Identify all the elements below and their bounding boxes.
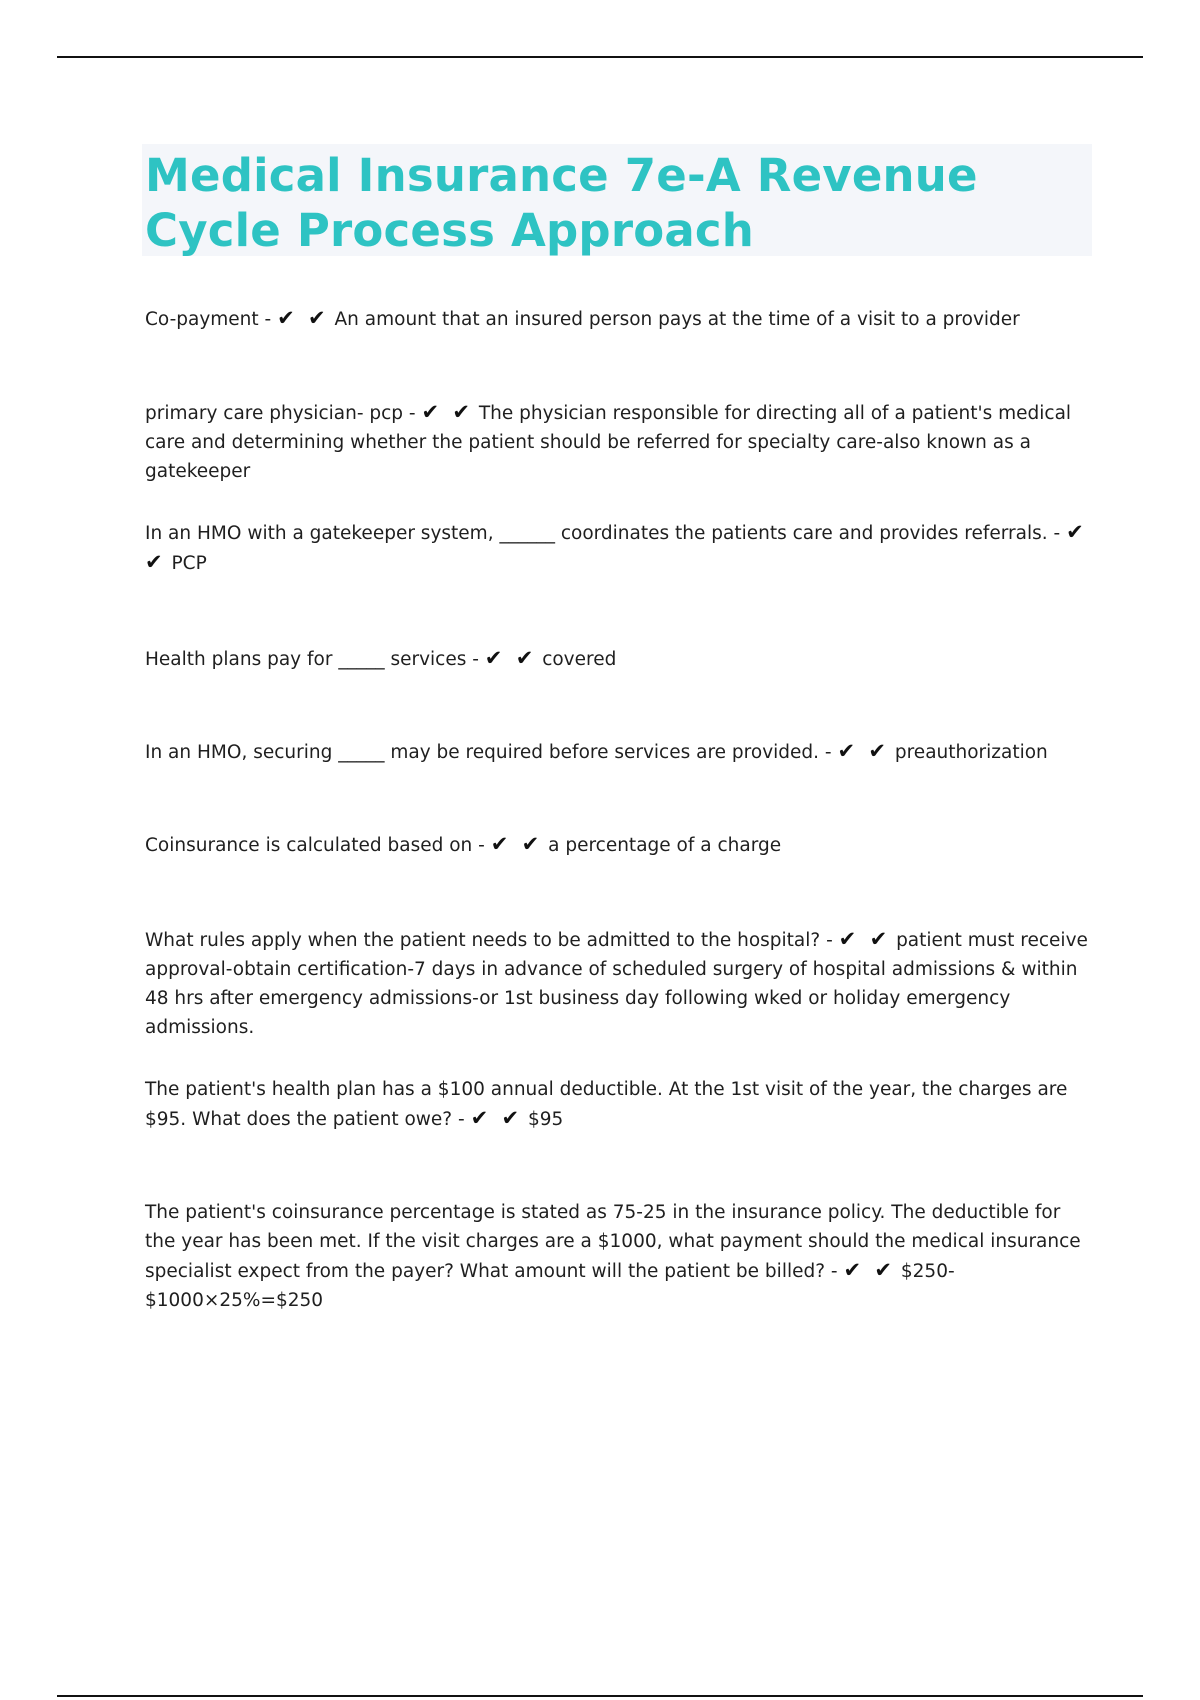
qa-term: In an HMO, securing _____ may be required before services are provided. - bbox=[145, 742, 838, 763]
qa-item-9 bbox=[145, 1198, 1095, 1315]
qa-term: The patient's coinsurance percentage is stated as 75-25 in the insurance policy. The deductible for the year has been met. If the visit charges are a $1000, what payment should the medical insurance specialist expect from the payer? What amount will the patient be billed? - bbox=[145, 1202, 1081, 1282]
check-icon: ✔ ✔ bbox=[470, 1106, 523, 1130]
top-rule bbox=[57, 56, 1143, 58]
check-icon: ✔ ✔ bbox=[277, 306, 329, 330]
qa-answer: a percentage of a charge bbox=[542, 835, 782, 856]
check-icon: ✔ ✔ bbox=[145, 520, 1087, 574]
bottom-rule bbox=[57, 1695, 1143, 1697]
qa-term: In an HMO with a gatekeeper system, ______ coordinates the patients care and provides referrals. - bbox=[145, 523, 1067, 544]
check-icon: ✔ ✔ bbox=[421, 400, 473, 424]
qa-item-3 bbox=[145, 518, 1095, 578]
qa-answer: $250- $1000×25%=$250 bbox=[145, 1261, 955, 1311]
check-icon: ✔ ✔ bbox=[490, 832, 543, 856]
qa-item-5 bbox=[145, 737, 1095, 767]
document-title: Medical Insurance 7e-A Revenue Cycle Process Approach bbox=[145, 149, 978, 257]
qa-term: Health plans pay for _____ services - bbox=[145, 649, 485, 670]
qa-item-8 bbox=[145, 1075, 1095, 1134]
qa-term: Coinsurance is calculated based on - bbox=[145, 835, 491, 856]
check-icon: ✔ ✔ bbox=[837, 739, 889, 763]
qa-answer: covered bbox=[536, 649, 617, 670]
qa-term: What rules apply when the patient needs to be admitted to the hospital? - bbox=[145, 930, 839, 951]
qa-item-7 bbox=[145, 925, 1095, 1042]
qa-answer: patient must receive approval-obtain certification-7 days in advance of scheduled surgery of hospital admissions & within 48 hrs after emergency admissions-or 1st business day following wked or holiday emergency admissions. bbox=[145, 930, 1088, 1038]
qa-answer: PCP bbox=[165, 553, 207, 574]
qa-answer: preauthorization bbox=[888, 742, 1048, 763]
qa-answer: $95 bbox=[522, 1109, 564, 1130]
qa-item-4 bbox=[145, 644, 1095, 674]
qa-item-1 bbox=[145, 304, 1095, 334]
qa-term: The patient's health plan has a $100 annual deductible. At the 1st visit of the year, the charges are $95. What does the patient owe? - bbox=[145, 1079, 1068, 1130]
qa-term: Co-payment - bbox=[145, 309, 278, 330]
qa-term: primary care physician- pcp - bbox=[145, 403, 422, 424]
check-icon: ✔ ✔ bbox=[843, 1258, 895, 1282]
qa-item-2 bbox=[145, 398, 1095, 486]
check-icon: ✔ ✔ bbox=[484, 646, 537, 670]
check-icon: ✔ ✔ bbox=[838, 927, 891, 951]
qa-item-6 bbox=[145, 830, 1095, 860]
qa-answer: The physician responsible for directing all of a patient's medical care and determining whether the patient should be referred for specialty care-also known as a gatekeeper bbox=[145, 403, 1072, 482]
qa-answer: An amount that an insured person pays at the time of a visit to a provider bbox=[328, 309, 1020, 330]
